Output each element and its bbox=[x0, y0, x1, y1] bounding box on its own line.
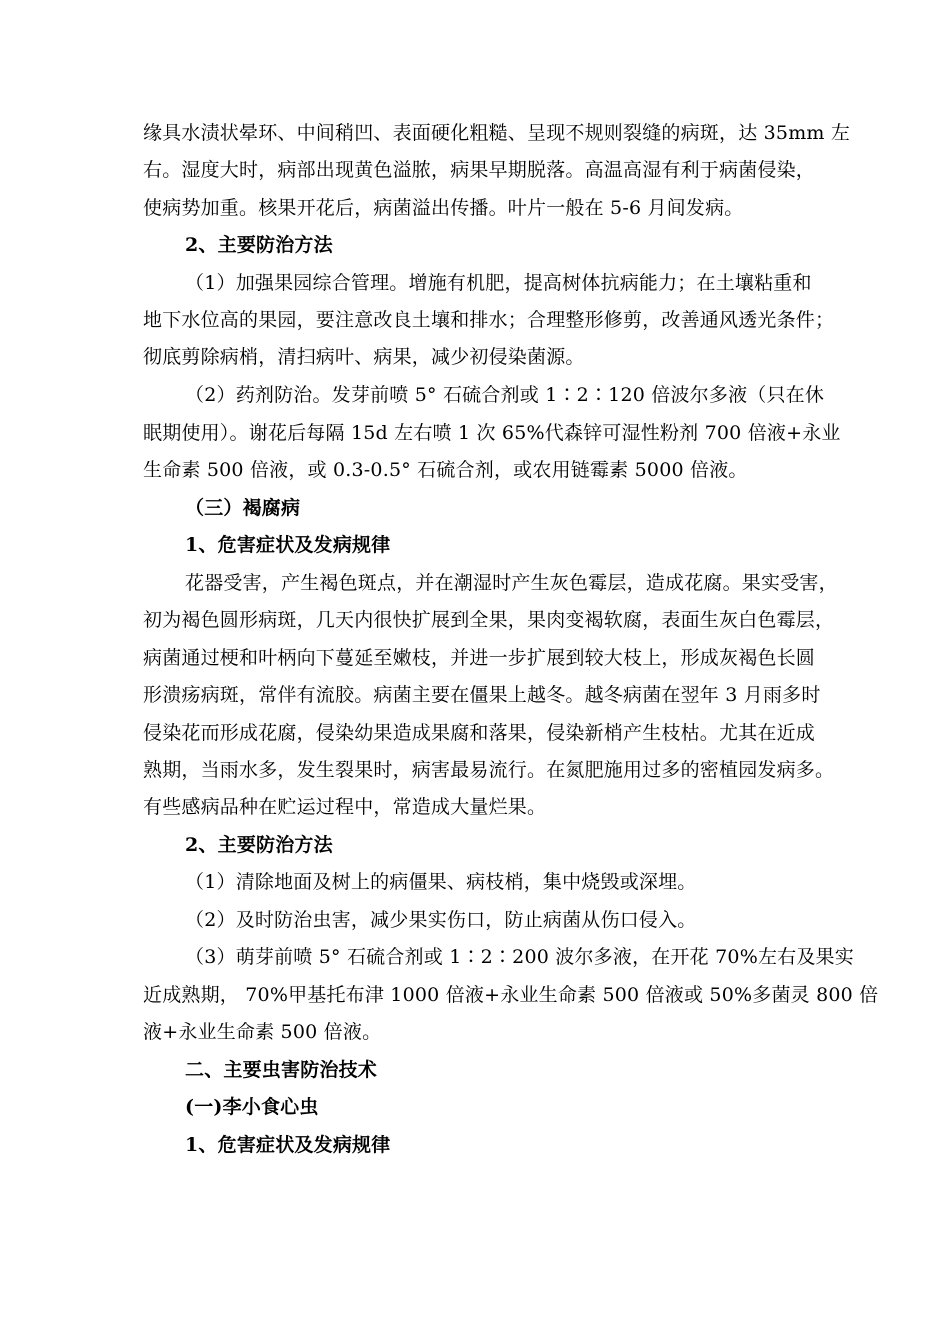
section-heading: 2、主要防治方法 bbox=[185, 834, 333, 856]
paragraph-line: （3）萌芽前喷 5° 石硫合剂或 1∶2∶200 波尔多液，在开花 70%左右及果实 bbox=[185, 946, 854, 968]
paragraph-line: 熟期，当雨水多，发生裂果时，病害最易流行。在氮肥施用过多的密植园发病多。 bbox=[143, 759, 835, 781]
paragraph-line: 近成熟期， 70%甲基托布津 1000 倍液+永业生命素 500 倍液或 50%多菌灵 800 倍 bbox=[143, 984, 879, 1006]
paragraph-line: 眠期使用）。谢花后每隔 15d 左右喷 1 次 65%代森锌可湿性粉剂 700 倍液+永业 bbox=[143, 422, 841, 444]
section-heading: 2、主要防治方法 bbox=[185, 234, 333, 256]
paragraph-line: 使病势加重。核果开花后，病菌溢出传播。叶片一般在 5-6 月间发病。 bbox=[143, 197, 744, 219]
paragraph-line: 生命素 500 倍液，或 0.3-0.5° 石硫合剂，或农用链霉素 5000 倍液。 bbox=[143, 459, 748, 481]
paragraph-line: 花器受害，产生褐色斑点，并在潮湿时产生灰色霉层，造成花腐。果实受害， bbox=[185, 572, 838, 594]
paragraph-line: （1）清除地面及树上的病僵果、病枝梢，集中烧毁或深埋。 bbox=[185, 871, 697, 893]
paragraph-line: 初为褐色圆形病斑，几天内很快扩展到全果，果肉变褐软腐，表面生灰白色霉层， bbox=[143, 609, 835, 631]
paragraph-line: 有些感病品种在贮运过程中，常造成大量烂果。 bbox=[143, 796, 547, 818]
paragraph-line: 病菌通过梗和叶柄向下蔓延至嫩枝，并进一步扩展到较大枝上，形成灰褐色长圆 bbox=[143, 647, 816, 669]
section-heading: 1、危害症状及发病规律 bbox=[185, 534, 391, 556]
paragraph-line: 形溃疡病斑，常伴有流胶。病菌主要在僵果上越冬。越冬病菌在翌年 3 月雨多时 bbox=[143, 684, 821, 706]
paragraph-line: （2）及时防治虫害，减少果实伤口，防止病菌从伤口侵入。 bbox=[185, 909, 697, 931]
paragraph-line: 右。湿度大时，病部出现黄色溢脓，病果早期脱落。高温高湿有利于病菌侵染， bbox=[143, 159, 816, 181]
section-heading: (一)李小食心虫 bbox=[185, 1096, 319, 1118]
section-heading: （三）褐腐病 bbox=[185, 497, 301, 519]
paragraph-line: （2）药剂防治。发芽前喷 5° 石硫合剂或 1∶2∶120 倍波尔多液（只在休 bbox=[185, 384, 825, 406]
paragraph-line: （1）加强果园综合管理。增施有机肥，提高树体抗病能力；在土壤粘重和 bbox=[185, 272, 812, 294]
paragraph-line: 缘具水渍状晕环、中间稍凹、表面硬化粗糙、呈现不规则裂缝的病斑，达 35mm 左 bbox=[143, 122, 851, 144]
paragraph-line: 彻底剪除病梢，清扫病叶、病果，减少初侵染菌源。 bbox=[143, 346, 585, 368]
section-heading: 1、危害症状及发病规律 bbox=[185, 1134, 391, 1156]
section-heading: 二、主要虫害防治技术 bbox=[185, 1059, 378, 1081]
paragraph-line: 地下水位高的果园，要注意改良土壤和排水；合理整形修剪，改善通风透光条件； bbox=[143, 309, 835, 331]
paragraph-line: 侵染花而形成花腐，侵染幼果造成果腐和落果，侵染新梢产生枝枯。尤其在近成 bbox=[143, 722, 816, 744]
paragraph-line: 液+永业生命素 500 倍液。 bbox=[143, 1021, 382, 1043]
